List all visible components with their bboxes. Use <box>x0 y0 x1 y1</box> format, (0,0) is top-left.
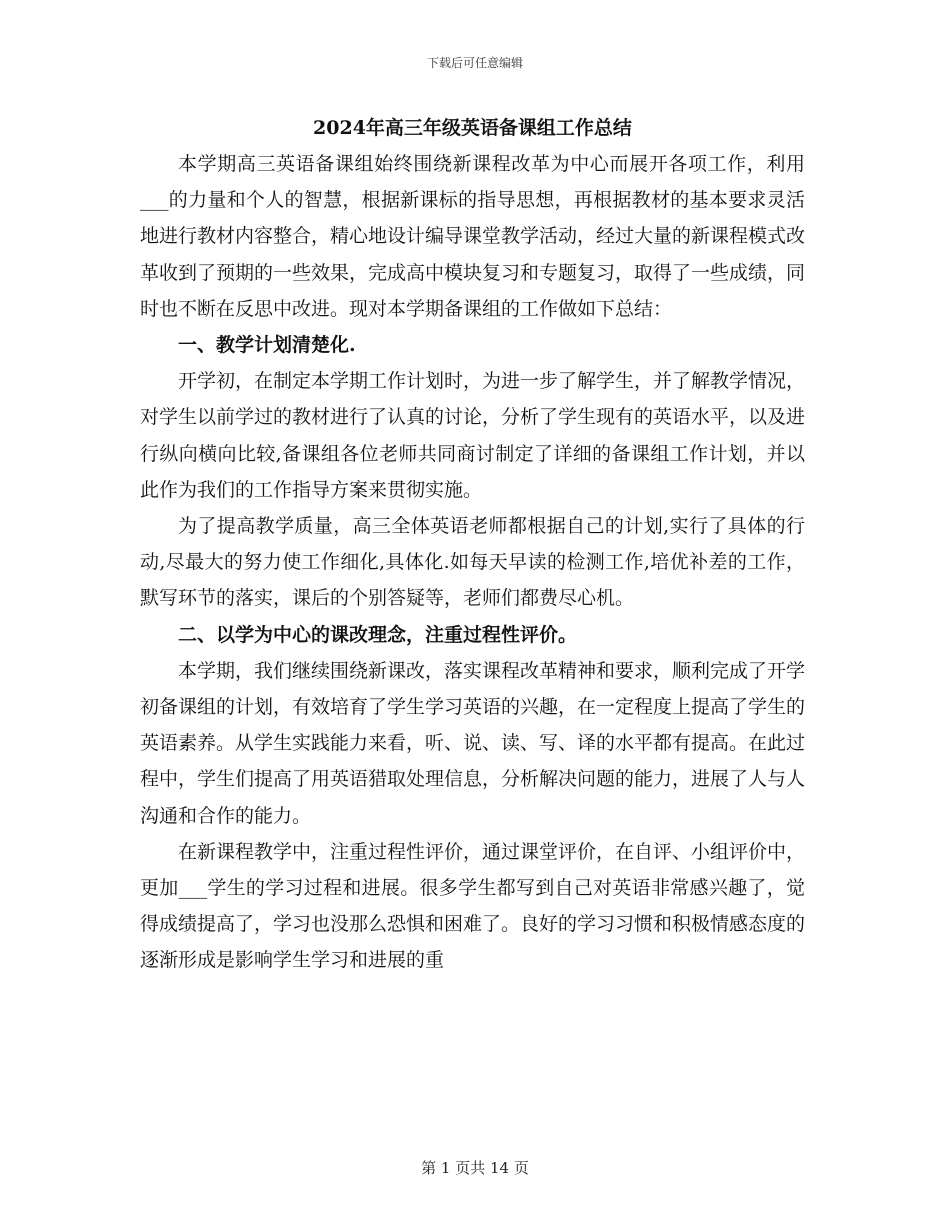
document-title: 2024年高三年级英语备课组工作总结 <box>313 117 632 139</box>
section-2-paragraph-1: 本学期，我们继续围绕新课改，落实课程改革精神和要求，顺利完成了开学初备课组的计划，有效培育了学生学习英语的兴趣，在一定程度上提高了学生的英语素养。从学生实践能力来看，听、说、读、写、译的水平都有提高。在此过程中，学生们提高了用英语猎取处理信息，分析解决问题的能力，进展了人与人沟通和合作的能力。 <box>140 659 806 827</box>
section-1-paragraph-2: 为了提高教学质量，高三全体英语老师都根据自己的计划,实行了具体的行动,尽最大的努力使工作细化,具体化.如每天早读的检测工作,培优补差的工作，默写环节的落实，课后的个别答疑等，老师们都费尽心机。 <box>140 515 805 610</box>
section-heading-2: 二、以学为中心的课改理念，注重过程性评价。 <box>178 623 578 646</box>
section-1-paragraph-1: 开学初，在制定本学期工作计划时，为进一步了解学生，并了解教学情况，对学生以前学过的教材进行了认真的讨论，分析了学生现有的英语水平，以及进行纵向横向比较,备课组各位老师共同商讨制定了详细的备课组工作计划，并以此作为我们的工作指导方案来贯彻实施。 <box>140 370 806 501</box>
page-header-note: 下载后可任意编辑 <box>426 56 523 70</box>
page-number: 第 1 页共 14 页 <box>421 1159 529 1177</box>
section-heading-1: 一、教学计划清楚化. <box>178 334 356 357</box>
intro-paragraph: 本学期高三英语备课组始终围绕新课程改革为中心而展开各项工作，利用___的力量和个人的智慧，根据新课标的指导思想，再根据教材的基本要求灵活地进行教材内容整合，精心地设计编导课堂教学活动，经过大量的新课程模式改革收到了预期的一些效果，完成高中模块复习和专题复习，取得了一些成绩，同时也不断在反思中改进。现对本学期备课组的工作做如下总结： <box>140 153 806 320</box>
section-2-paragraph-2: 在新课程教学中，注重过程性评价，通过课堂评价，在自评、小组评价中，更加___学生的学习过程和进展。很多学生都写到自己对英语非常感兴趣了，觉得成绩提高了，学习也没那么恐惧和困难了。良好的学习习惯和积极情感态度的逐渐形成是影响学生学习和进展的重 <box>140 840 806 972</box>
document-body <box>140 146 805 979</box>
